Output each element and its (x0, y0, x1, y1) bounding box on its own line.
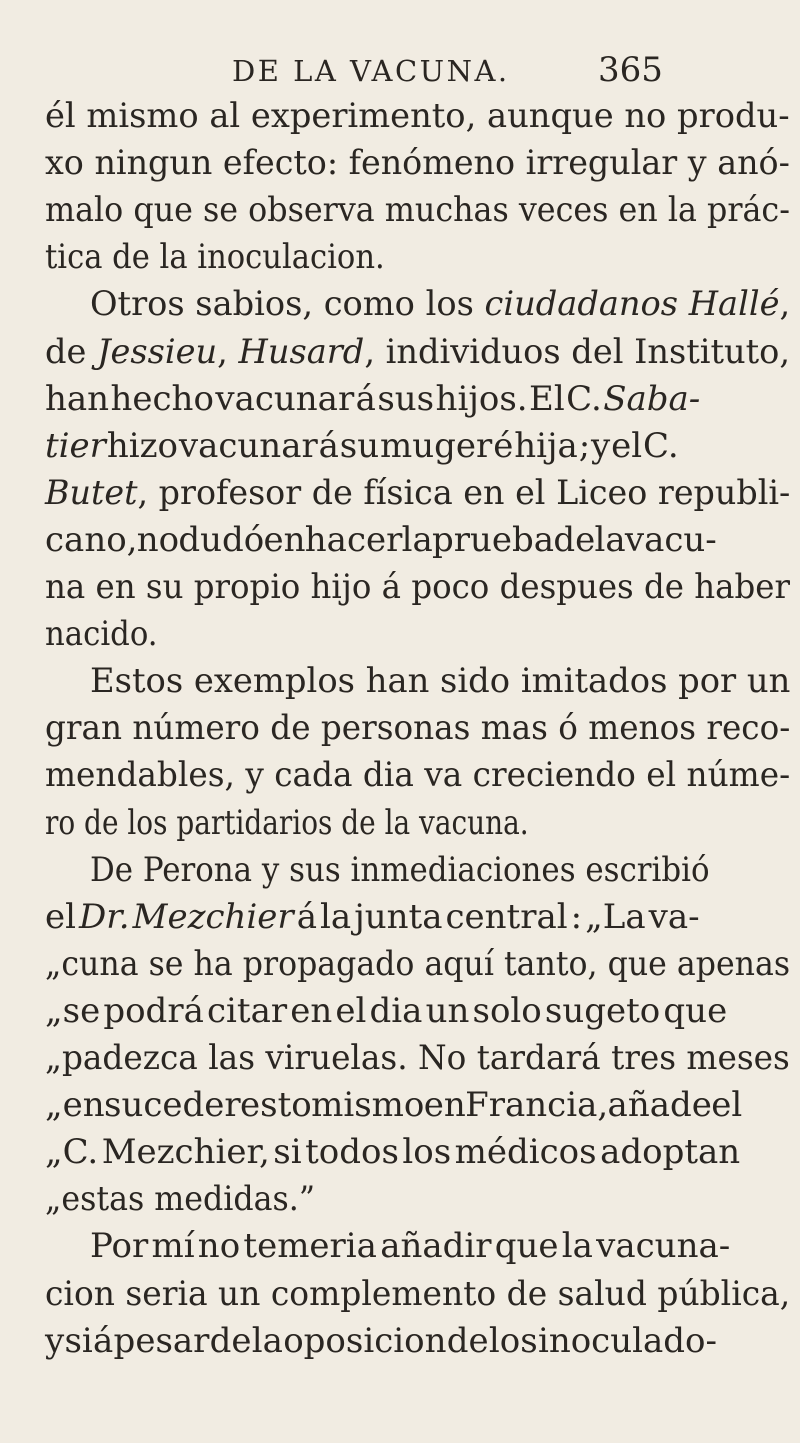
text-run: hizo vacunar á su muger é hija ; y el C. (105, 425, 679, 466)
text-line (45, 893, 700, 941)
text-run: á la junta central : „La va- (293, 896, 700, 937)
text-line (45, 328, 790, 376)
text-line (45, 799, 529, 847)
text-run: gran número de personas mas ó menos reco- (45, 708, 791, 749)
running-head (0, 50, 800, 94)
text-run: , individuos del Instituto, (364, 331, 791, 372)
text-run: „en suceder esto mismo en Francia, añade el (45, 1085, 743, 1126)
text-line (45, 233, 385, 281)
text-run: „C. Mezchier, si todos los médicos adoptan (45, 1132, 741, 1173)
text-run: , (779, 284, 791, 325)
text-run: nacido. (45, 614, 158, 655)
italic-text: Husard (238, 331, 365, 372)
text-run: xo ningun efecto: fenómeno irregular y anó- (45, 143, 790, 184)
text-run: de (45, 331, 98, 372)
text-line (45, 1317, 717, 1365)
text-line (90, 1222, 730, 1270)
text-line (45, 139, 790, 187)
running-title: DE LA VACUNA. (232, 54, 510, 88)
text-run: Estos exemplos han sido imitados por un (90, 661, 791, 702)
text-run: han hecho vacunar á sus hijos. El C. (45, 378, 604, 419)
text-run: na en su propio hijo á poco despues de haber (45, 567, 790, 607)
text-line (45, 469, 790, 517)
text-line (45, 751, 790, 799)
text-run: , (217, 331, 239, 372)
text-run: „cuna se ha propagado aquí tanto, que apenas (45, 943, 791, 984)
text-line (45, 422, 679, 470)
text-run: De Perona y sus inmediaciones escribió (90, 849, 710, 890)
text-run: y si á pesar de la oposicion de los inoculado- (45, 1320, 717, 1361)
text-run: malo que se observa muchas veces en la prác- (45, 190, 790, 231)
text-run: Otros sabios, como los (90, 284, 485, 325)
text-line (45, 1034, 790, 1082)
italic-text: ciudadanos Hallé (484, 284, 780, 325)
text-run: cion seria un complemento de salud pública, (45, 1273, 791, 1314)
italic-text: Butet (45, 472, 138, 513)
text-line (45, 704, 790, 752)
text-line (45, 563, 790, 611)
text-line (45, 1175, 315, 1223)
text-run: „estas medidas.” (45, 1179, 316, 1220)
text-line (45, 1128, 740, 1176)
text-line (90, 846, 710, 894)
text-run: „se podrá citar en el dia un solo sugeto que (45, 990, 728, 1031)
italic-text: tier (45, 425, 106, 466)
text-line (45, 186, 790, 234)
text-line (45, 610, 158, 658)
text-run: cano, no dudó en hacer la prueba de la vacu- (45, 519, 717, 560)
text-run: ro de los partidarios de la vacuna. (45, 802, 529, 843)
italic-text: Dr. Mezchier (79, 896, 294, 937)
text-run: , profesor de física en el Liceo republi- (137, 472, 791, 513)
text-run: él mismo al experimento, aunque no produ- (45, 96, 790, 136)
text-run: el (45, 896, 80, 937)
text-line (45, 1270, 790, 1318)
text-run: tica de la inoculacion. (45, 237, 385, 278)
italic-text: Jessieu (97, 331, 218, 372)
text-line (45, 940, 790, 988)
text-line (45, 1081, 742, 1129)
text-line (45, 375, 700, 423)
text-line (45, 987, 727, 1035)
text-run: mendables, y cada dia va creciendo el núme- (45, 755, 791, 796)
italic-text: Saba- (603, 378, 701, 419)
text-line (45, 516, 717, 564)
text-run: Por mí no temeria añadir que la vacuna- (90, 1226, 731, 1267)
text-line (45, 92, 790, 140)
text-run: „padezca las viruelas. No tardará tres meses (45, 1038, 790, 1078)
text-line (90, 657, 790, 705)
page-number: 365 (598, 50, 663, 90)
text-line (90, 280, 790, 328)
